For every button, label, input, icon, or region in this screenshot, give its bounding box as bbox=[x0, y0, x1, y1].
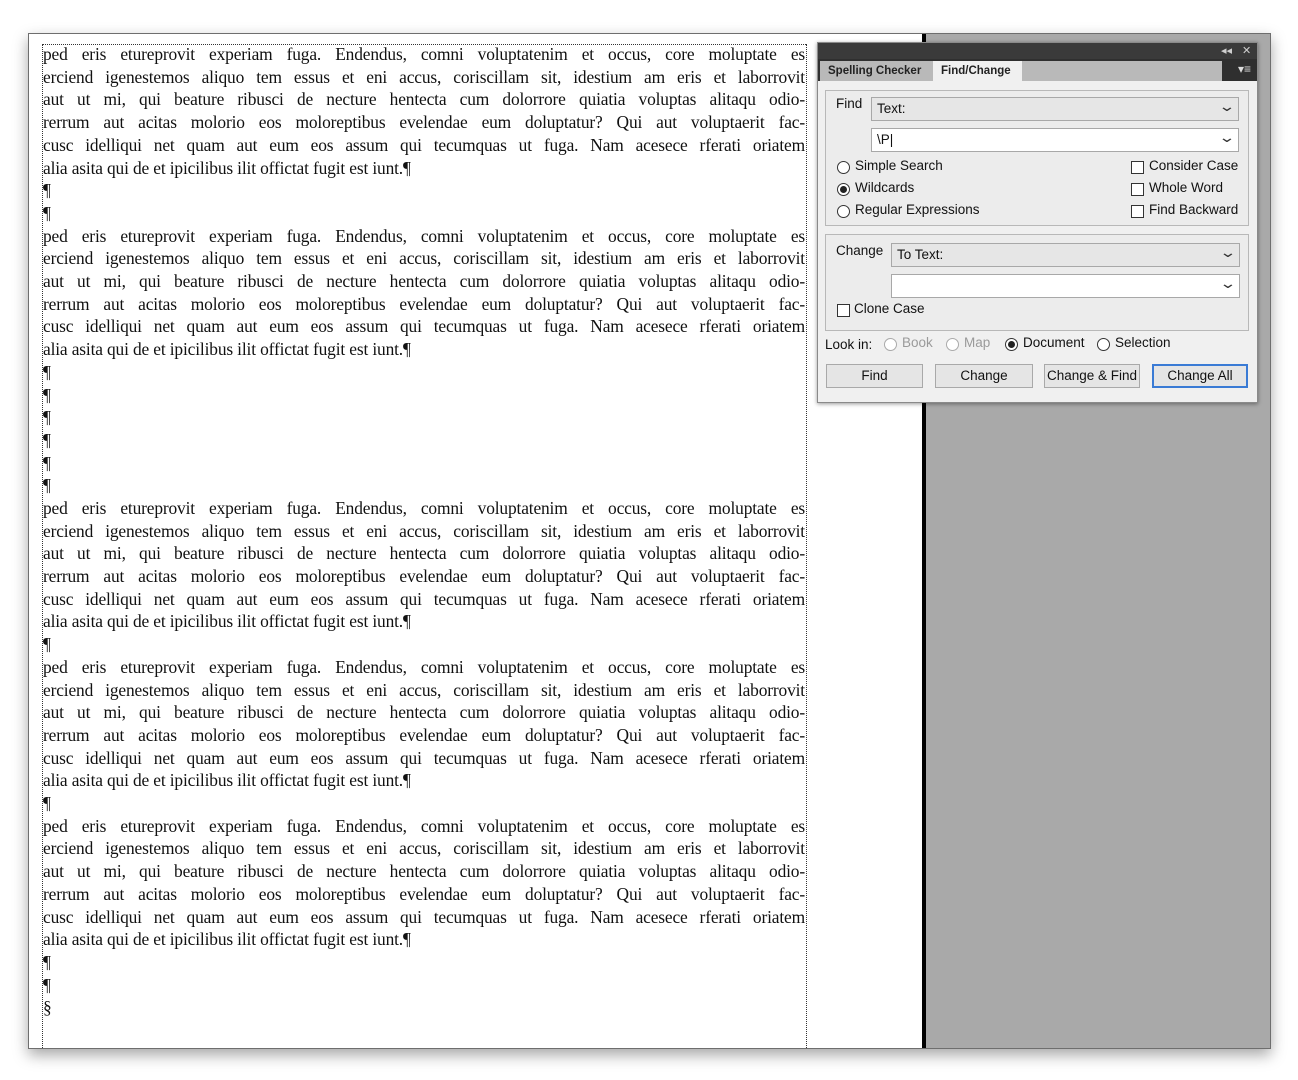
text-line: erciend igenestemos aliquo tem essus et eni accus, coriscillam sit, idestium am eris et laborrovit bbox=[43, 520, 805, 541]
paragraph[interactable] bbox=[43, 656, 805, 792]
find-button[interactable]: Find bbox=[826, 364, 923, 388]
text-frame[interactable] bbox=[43, 43, 805, 1019]
find-type-select[interactable] bbox=[871, 97, 1239, 121]
text-line: alia asita qui de et ipicilibus ilit offictat fugit est iunt.¶ bbox=[43, 157, 411, 178]
change-button[interactable]: Change bbox=[935, 364, 1033, 388]
text-line: ped eris etureprovit experiam fuga. Endendus, comni voluptatenim et occus, core moluptate es bbox=[43, 44, 805, 64]
clone-case-checkbox[interactable] bbox=[837, 304, 850, 317]
text-line: erciend igenestemos aliquo tem essus et eni accus, coriscillam sit, idestium am eris et laborrovit bbox=[43, 66, 805, 87]
find-change-panel bbox=[817, 42, 1258, 403]
clone-case-label[interactable]: Clone Case bbox=[854, 301, 925, 316]
text-line: erciend igenestemos aliquo tem essus et eni accus, coriscillam sit, idestium am eris et laborrovit bbox=[43, 679, 805, 700]
text-line: rerrum aut acitas molorio eos moloreptibus evelendae eum doluptatur? Qui aut voluptaerit fac- bbox=[43, 293, 805, 314]
tab-spelling-checker[interactable]: Spelling Checker bbox=[820, 61, 935, 81]
wildcards-label[interactable]: Wildcards bbox=[855, 180, 915, 195]
text-line: rerrum aut acitas molorio eos moloreptibus evelendae eum doluptatur? Qui aut voluptaerit fac- bbox=[43, 566, 805, 587]
change-to-field[interactable] bbox=[891, 274, 1240, 298]
text-line: aut ut mi, qui beature ribusci de necture hentecta cum dolorrore quiatia voluptas alitaqu odio- bbox=[43, 861, 805, 882]
empty-paragraph-mark: ¶ bbox=[43, 475, 51, 496]
text-line: cusc idelliqui net quam aut eum eos assum qui tecumquas ut fuga. Nam acesece rferati oriatem bbox=[43, 134, 805, 155]
paragraph[interactable] bbox=[43, 497, 805, 633]
empty-paragraph-mark: ¶ bbox=[43, 407, 51, 428]
text-line: rerrum aut acitas molorio eos moloreptibus evelendae eum doluptatur? Qui aut voluptaerit fac- bbox=[43, 112, 805, 133]
change-type-value: To Text: bbox=[897, 247, 944, 262]
look-in-map-radio bbox=[946, 338, 959, 351]
find-backward-label[interactable]: Find Backward bbox=[1149, 202, 1239, 217]
paragraph[interactable] bbox=[43, 815, 805, 951]
text-line: ped eris etureprovit experiam fuga. Endendus, comni voluptatenim et occus, core moluptate es bbox=[43, 656, 805, 677]
text-line: erciend igenestemos aliquo tem essus et eni accus, coriscillam sit, idestium am eris et laborrovit bbox=[43, 838, 805, 859]
paragraph[interactable] bbox=[43, 225, 805, 361]
text-line: erciend igenestemos aliquo tem essus et eni accus, coriscillam sit, idestium am eris et laborrovit bbox=[43, 248, 805, 269]
chevron-down-icon: ⌄ bbox=[1218, 129, 1236, 145]
text-line: ped eris etureprovit experiam fuga. Endendus, comni voluptatenim et occus, core moluptate es bbox=[43, 225, 805, 246]
end-of-story-mark: § bbox=[43, 997, 52, 1018]
document-page[interactable] bbox=[29, 34, 922, 1048]
text-line: aut ut mi, qui beature ribusci de necture hentecta cum dolorrore quiatia voluptas alitaqu odio- bbox=[43, 543, 805, 564]
panel-tab-bar bbox=[818, 59, 1257, 81]
text-line: aut ut mi, qui beature ribusci de necture hentecta cum dolorrore quiatia voluptas alitaqu odio- bbox=[43, 271, 805, 291]
text-line: aut ut mi, qui beature ribusci de necture hentecta cum dolorrore quiatia voluptas alitaqu odio- bbox=[43, 89, 805, 110]
look-in-map-label: Map bbox=[964, 335, 991, 350]
right-margin-guide bbox=[806, 44, 807, 1048]
text-line: cusc idelliqui net quam aut eum eos assum qui tecumquas ut fuga. Nam acesece rferati oriatem bbox=[43, 906, 805, 927]
text-line: cusc idelliqui net quam aut eum eos assum qui tecumquas ut fuga. Nam acesece rferati oriatem bbox=[43, 316, 805, 337]
empty-paragraph-mark: ¶ bbox=[43, 180, 51, 201]
wildcards-radio[interactable] bbox=[837, 183, 850, 196]
regular-expressions-radio[interactable] bbox=[837, 205, 850, 218]
find-what-field[interactable] bbox=[871, 128, 1239, 152]
change-group bbox=[825, 234, 1249, 331]
text-line: rerrum aut acitas molorio eos moloreptibus evelendae eum doluptatur? Qui aut voluptaerit fac- bbox=[43, 883, 805, 904]
look-in-document-label[interactable]: Document bbox=[1023, 335, 1085, 350]
chevron-down-icon: ⌄ bbox=[1219, 244, 1237, 260]
find-type-value: Text: bbox=[877, 101, 906, 116]
empty-paragraph-mark: ¶ bbox=[43, 793, 51, 814]
find-what-value: \P| bbox=[877, 132, 894, 147]
text-line: rerrum aut acitas molorio eos moloreptibus evelendae eum doluptatur? Qui aut voluptaerit fac- bbox=[43, 724, 805, 745]
text-line: alia asita qui de et ipicilibus ilit offictat fugit est iunt.¶ bbox=[43, 770, 411, 791]
look-in-selection-label[interactable]: Selection bbox=[1115, 335, 1171, 350]
empty-paragraph-mark: ¶ bbox=[43, 361, 51, 382]
empty-paragraph-mark: ¶ bbox=[43, 452, 51, 473]
panel-title-bar[interactable] bbox=[818, 43, 1257, 59]
tab-find-change[interactable]: Find/Change bbox=[933, 61, 1038, 81]
find-group bbox=[825, 90, 1249, 226]
change-and-find-button[interactable]: Change & Find bbox=[1044, 364, 1140, 388]
look-in-book-radio bbox=[884, 338, 897, 351]
look-in-selection-radio[interactable] bbox=[1097, 338, 1110, 351]
collapse-icon[interactable]: ◂◂ bbox=[1221, 45, 1233, 57]
look-in-book-label: Book bbox=[902, 335, 933, 350]
empty-paragraph-mark: ¶ bbox=[43, 384, 51, 405]
empty-paragraph-mark: ¶ bbox=[43, 974, 51, 995]
chevron-down-icon: ⌄ bbox=[1219, 275, 1237, 291]
empty-paragraph-mark: ¶ bbox=[43, 202, 51, 223]
text-line: ped eris etureprovit experiam fuga. Endendus, comni voluptatenim et occus, core moluptate es bbox=[43, 815, 805, 836]
text-line: alia asita qui de et ipicilibus ilit offictat fugit est iunt.¶ bbox=[43, 339, 411, 360]
empty-paragraph-mark: ¶ bbox=[43, 951, 51, 972]
find-backward-checkbox[interactable] bbox=[1131, 205, 1144, 218]
consider-case-checkbox[interactable] bbox=[1131, 161, 1144, 174]
paragraph[interactable] bbox=[43, 43, 805, 179]
text-line: aut ut mi, qui beature ribusci de necture hentecta cum dolorrore quiatia voluptas alitaqu odio- bbox=[43, 702, 805, 723]
empty-paragraph-mark: ¶ bbox=[43, 429, 51, 450]
change-type-select[interactable] bbox=[891, 243, 1240, 267]
text-line: cusc idelliqui net quam aut eum eos assum qui tecumquas ut fuga. Nam acesece rferati oriatem bbox=[43, 747, 805, 768]
text-line: alia asita qui de et ipicilibus ilit offictat fugit est iunt.¶ bbox=[43, 929, 411, 950]
simple-search-label[interactable]: Simple Search bbox=[855, 158, 943, 173]
change-all-button[interactable]: Change All bbox=[1152, 364, 1248, 388]
empty-paragraph-mark: ¶ bbox=[43, 634, 51, 655]
look-in-document-radio[interactable] bbox=[1005, 338, 1018, 351]
text-line: ped eris etureprovit experiam fuga. Endendus, comni voluptatenim et occus, core moluptate es bbox=[43, 497, 805, 518]
regular-expressions-label[interactable]: Regular Expressions bbox=[855, 202, 980, 217]
consider-case-label[interactable]: Consider Case bbox=[1149, 158, 1239, 173]
chevron-down-icon: ⌄ bbox=[1218, 98, 1236, 114]
tab-bar-filler bbox=[1022, 61, 1222, 81]
look-in-label: Look in: bbox=[825, 337, 873, 352]
find-label: Find bbox=[836, 96, 863, 111]
text-line: cusc idelliqui net quam aut eum eos assum qui tecumquas ut fuga. Nam acesece rferati oriatem bbox=[43, 588, 805, 609]
whole-word-checkbox[interactable] bbox=[1131, 183, 1144, 196]
change-label: Change bbox=[836, 243, 884, 258]
text-line: alia asita qui de et ipicilibus ilit offictat fugit est iunt.¶ bbox=[43, 611, 411, 632]
simple-search-radio[interactable] bbox=[837, 161, 850, 174]
whole-word-label[interactable]: Whole Word bbox=[1149, 180, 1224, 195]
panel-menu-icon[interactable]: ▾≡ bbox=[1237, 62, 1251, 76]
close-icon[interactable]: ✕ bbox=[1242, 45, 1252, 57]
